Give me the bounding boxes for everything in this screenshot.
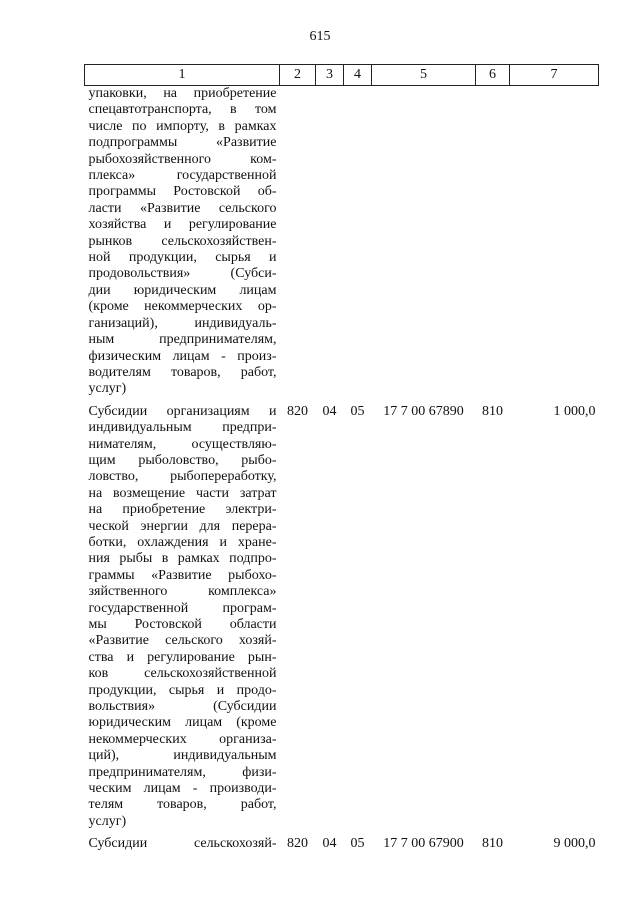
desc-line: ций), индивидуальным <box>88 748 277 764</box>
header-row <box>85 65 599 86</box>
cell-amount: 1 000,0 <box>553 403 596 419</box>
cell-ministry-code <box>280 86 316 398</box>
row-description <box>85 836 280 852</box>
budget-table <box>84 64 599 853</box>
col-header-6: 6 <box>476 65 510 86</box>
desc-line: телям товаров, работ, <box>88 797 277 813</box>
desc-line: продовольствия» (Субси- <box>88 266 277 282</box>
desc-line: ловство, рыбопереработку, <box>88 469 277 485</box>
table-row <box>85 86 599 398</box>
desc-line: дии юридическим лицам <box>88 282 277 298</box>
desc-line: юридическим лицам (кроме <box>88 715 277 731</box>
cell-section <box>316 86 344 398</box>
desc-line: государственной програм- <box>88 600 277 616</box>
desc-line: предпринимателям, физи- <box>88 764 277 780</box>
desc-line: щим рыболовство, рыбо- <box>88 452 277 468</box>
desc-line: упаковки, на приобретение <box>88 86 277 101</box>
desc-line: «Развитие сельского хозяй- <box>88 633 277 649</box>
desc-line: продукции, сырья и продо- <box>88 682 277 698</box>
desc-line: Субсидии сельскохозяй- <box>88 836 277 852</box>
desc-line: услуг) <box>88 381 127 397</box>
table-row <box>85 836 599 852</box>
desc-line: нимателям, осуществляю- <box>88 436 277 452</box>
desc-line: ласти «Развитие сельского <box>88 200 277 216</box>
desc-line: услуг) <box>88 813 127 829</box>
desc-line: вольствия» (Субсидии <box>88 699 277 715</box>
desc-line: подпрограммы «Развитие <box>88 135 277 151</box>
desc-line: ной продукции, сырья и <box>88 250 277 266</box>
desc-line: рынков сельскохозяйствен- <box>88 233 277 249</box>
col-header-4: 4 <box>344 65 372 86</box>
desc-line: индивидуальным предпри- <box>88 420 277 436</box>
desc-line: (кроме некоммерческих ор- <box>88 299 277 315</box>
desc-line: ботки, охлаждения и хране- <box>88 534 277 550</box>
desc-line: ческим лицам - производи- <box>88 781 277 797</box>
cell-target-article: 17 7 00 67890 <box>383 403 464 419</box>
desc-line: ния рыбы в рамках подпро- <box>88 551 277 567</box>
desc-line: граммы «Развитие рыбохо- <box>88 567 277 583</box>
cell-subsection <box>344 86 372 398</box>
cell-expense-type: 810 <box>482 836 503 852</box>
cell-amount: 9 000,0 <box>553 836 596 852</box>
col-header-1: 1 <box>85 65 280 86</box>
desc-line: ства и регулирование рын- <box>88 649 277 665</box>
desc-line: ков сельскохозяйственной <box>88 666 277 682</box>
desc-line: мы Ростовской области <box>88 617 277 632</box>
desc-line: спецавтотранспорта, в том <box>88 102 277 118</box>
desc-line: ческой энергии для перера- <box>88 518 277 534</box>
desc-line: водителям товаров, работ, <box>88 364 277 380</box>
cell-expense-type <box>476 86 510 398</box>
desc-line: физическим лицам - произ- <box>88 348 277 364</box>
desc-line: числе по импорту, в рамках <box>88 118 277 134</box>
col-header-7: 7 <box>510 65 599 86</box>
table-row <box>85 404 599 831</box>
col-header-2: 2 <box>280 65 316 86</box>
desc-line: хозяйства и регулирование <box>88 217 277 233</box>
desc-line: плекса» государственной <box>88 168 277 184</box>
desc-line: на приобретение электри- <box>88 502 277 518</box>
cell-section: 04 <box>322 836 337 852</box>
col-header-5: 5 <box>372 65 476 86</box>
cell-subsection: 05 <box>350 836 365 852</box>
desc-line: программы Ростовской об- <box>88 184 277 200</box>
cell-subsection: 05 <box>350 403 365 419</box>
desc-line: на возмещение части затрат <box>88 485 277 501</box>
row-description <box>85 404 280 831</box>
desc-line: Субсидии организациям и <box>88 403 277 419</box>
desc-line: ным предпринимателям, <box>88 332 277 348</box>
desc-line: некоммерческих организа- <box>88 731 277 747</box>
cell-ministry-code: 820 <box>287 403 308 419</box>
cell-amount <box>510 86 599 398</box>
cell-section: 04 <box>322 403 337 419</box>
cell-target-article: 17 7 00 67900 <box>383 836 464 852</box>
page-number: 615 <box>309 29 331 44</box>
col-header-3: 3 <box>316 65 344 86</box>
cell-target-article <box>372 86 476 398</box>
cell-expense-type: 810 <box>482 403 503 419</box>
desc-line: рыбохозяйственного ком- <box>88 151 277 167</box>
cell-ministry-code: 820 <box>287 836 308 852</box>
desc-line: зяйственного комплекса» <box>88 584 277 600</box>
desc-line: ганизаций), индивидуаль- <box>88 315 277 331</box>
row-description <box>85 86 280 398</box>
